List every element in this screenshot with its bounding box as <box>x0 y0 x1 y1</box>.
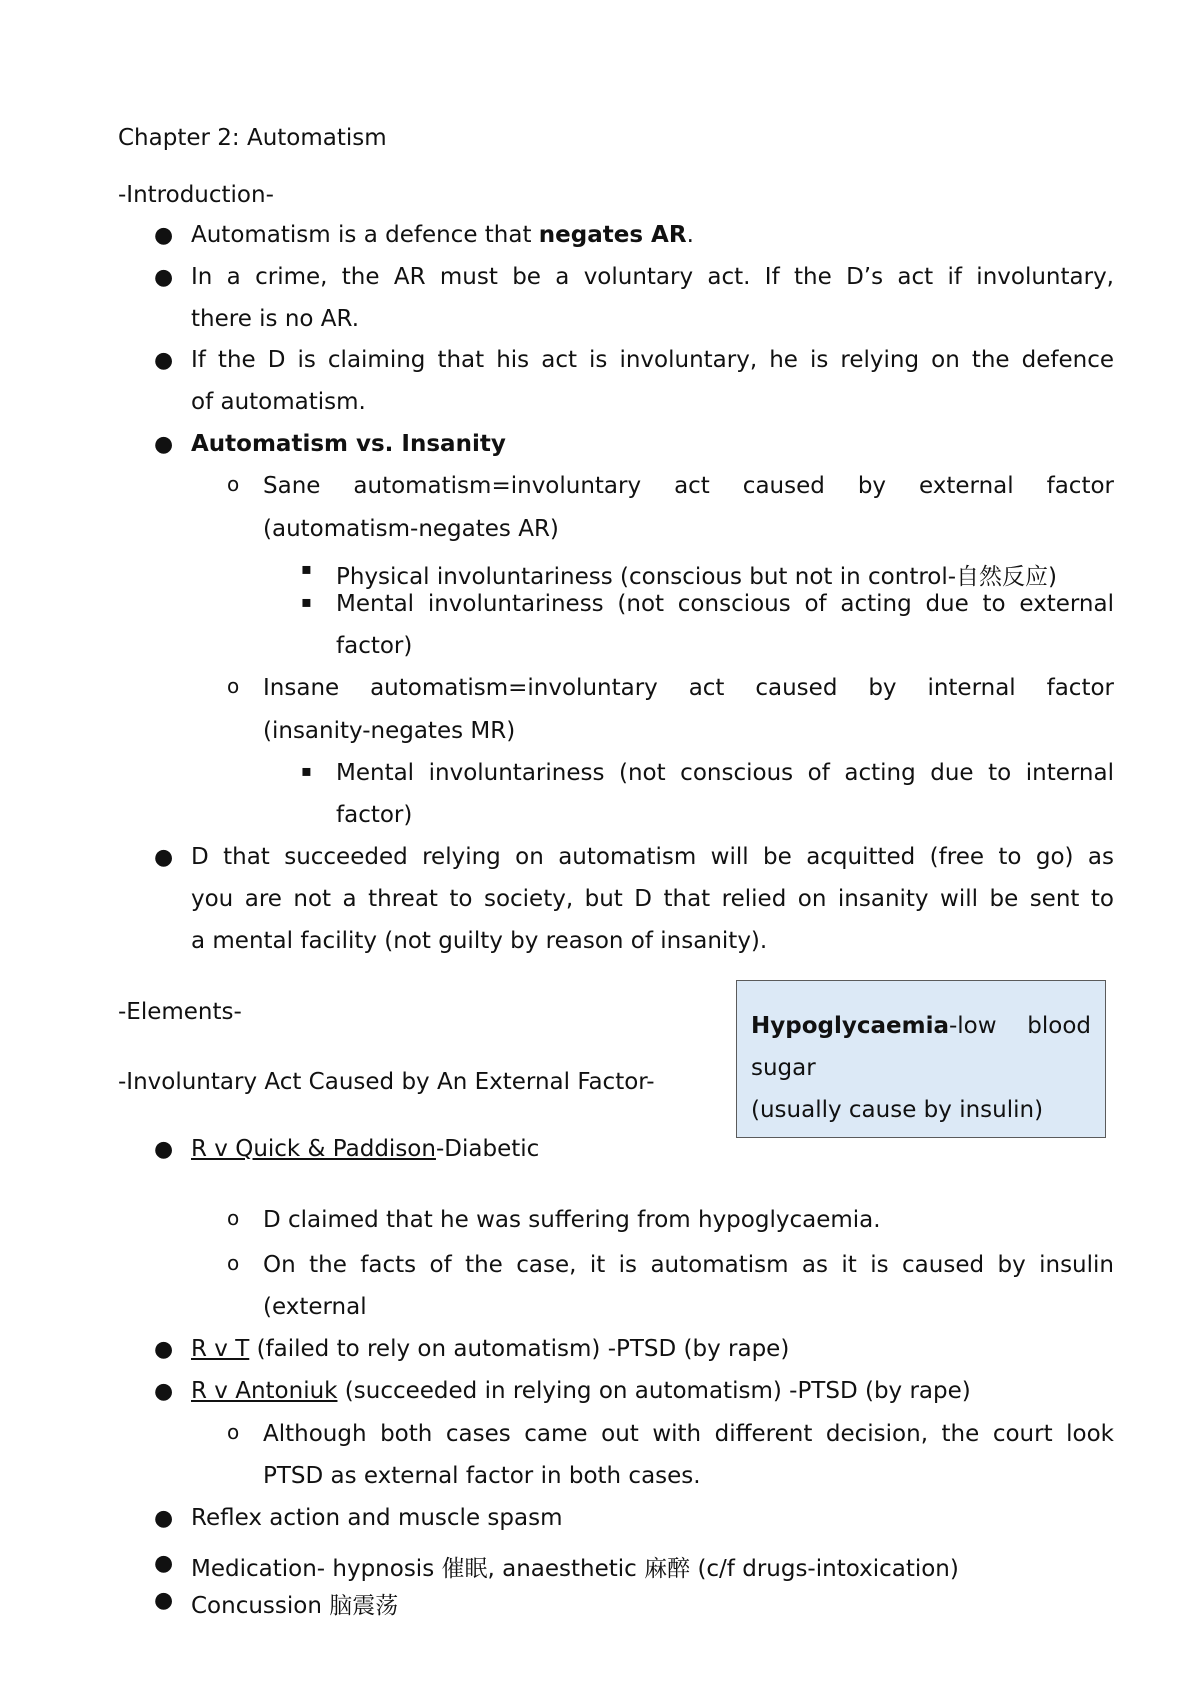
rvt-case-link[interactable]: R v T <box>191 1336 250 1362</box>
antoniuk-case-item: R v Antoniuk (succeeded in relying on automatism) -PTSD (by rape) <box>191 1378 971 1404</box>
mental-involuntariness-internal-line-1: Mental involuntariness (not conscious of acting due to internal <box>336 760 1114 786</box>
intro-bullet-5-line-1: D that succeeded relying on automatism will be acquitted (free to go) as <box>191 844 1114 870</box>
bullet-disc: ● <box>154 1588 174 1613</box>
bullet-disc: ● <box>154 845 174 870</box>
hypoglycaemia-callout <box>736 980 1106 1138</box>
callout-line-1: Hypoglycaemia-low blood <box>751 1013 1091 1039</box>
bullet-disc: ● <box>154 1379 174 1404</box>
callout-line-3: (usually cause by insulin) <box>751 1097 1044 1123</box>
intro-bullet-2-line-2: there is no AR. <box>191 306 360 332</box>
insane-automatism-line-1: Insane automatism=involuntary act caused by internal factor <box>263 675 1114 701</box>
bullet-circle: o <box>227 1206 240 1230</box>
elements-heading: -Elements- <box>118 999 242 1025</box>
bullet-disc: ● <box>154 1551 174 1576</box>
bullet-square: ▪ <box>301 592 312 611</box>
concussion-item: Concussion 脑震荡 <box>191 1593 399 1619</box>
quick-sub-1: D claimed that he was suffering from hypoglycaemia. <box>263 1207 881 1233</box>
mental-involuntariness-internal-line-2: factor) <box>336 802 413 828</box>
reflex-action-item: Reflex action and muscle spasm <box>191 1505 563 1531</box>
bullet-disc: ● <box>154 1506 174 1531</box>
rvt-case-item: R v T (failed to rely on automatism) -PTSD (by rape) <box>191 1336 790 1362</box>
sane-automatism-line-2: (automatism-negates AR) <box>263 516 559 542</box>
antoniuk-sub-line-2: PTSD as external factor in both cases. <box>263 1463 701 1489</box>
callout-line-2: sugar <box>751 1055 816 1081</box>
quick-case-link[interactable]: R v Quick & Paddison <box>191 1136 436 1162</box>
medication-item: Medication- hypnosis 催眠, anaesthetic 麻醉 (c/f drugs-intoxication) <box>191 1556 959 1582</box>
sane-automatism-line-1: Sane automatism=involuntary act caused by external factor <box>263 473 1114 499</box>
insane-automatism-line-2: (insanity-negates MR) <box>263 718 516 744</box>
intro-bullet-1: Automatism is a defence that negates AR. <box>191 222 694 248</box>
bullet-disc: ● <box>154 265 174 290</box>
intro-bullet-5-line-3: a mental facility (not guilty by reason of insanity). <box>191 928 768 954</box>
quick-case-item: R v Quick & Paddison-Diabetic <box>191 1136 540 1162</box>
bullet-circle: o <box>227 1251 240 1275</box>
bullet-disc: ● <box>154 432 174 457</box>
antoniuk-case-link[interactable]: R v Antoniuk <box>191 1378 338 1404</box>
antoniuk-sub-line-1: Although both cases came out with different decision, the court look <box>263 1421 1114 1447</box>
bullet-disc: ● <box>154 223 174 248</box>
intro-bullet-2-line-1: In a crime, the AR must be a voluntary act. If the D’s act if involuntary, <box>191 264 1114 290</box>
automatism-vs-insanity-heading: Automatism vs. Insanity <box>191 431 506 457</box>
intro-bullet-3-line-2: of automatism. <box>191 389 366 415</box>
bullet-square: ▪ <box>301 559 312 578</box>
mental-involuntariness-external-line-2: factor) <box>336 633 413 659</box>
intro-bullet-3-line-1: If the D is claiming that his act is involuntary, he is relying on the defence <box>191 347 1114 373</box>
physical-involuntariness: Physical involuntariness (conscious but not in control-自然反应) <box>336 564 1058 590</box>
bullet-disc: ● <box>154 1337 174 1362</box>
external-factor-subheading: -Involuntary Act Caused by An External Factor- <box>118 1069 655 1095</box>
chapter-title: Chapter 2: Automatism <box>118 125 387 151</box>
bullet-disc: ● <box>154 348 174 373</box>
bullet-circle: o <box>227 674 240 698</box>
intro-bullet-5-line-2: you are not a threat to society, but D that relied on insanity will be sent to <box>191 886 1114 912</box>
bullet-circle: o <box>227 1420 240 1444</box>
quick-sub-2-line-1: On the facts of the case, it is automatism as it is caused by insulin <box>263 1252 1114 1278</box>
bullet-disc: ● <box>154 1137 174 1162</box>
bullet-square: ▪ <box>301 761 312 780</box>
mental-involuntariness-external-line-1: Mental involuntariness (not conscious of acting due to external <box>336 591 1114 617</box>
bullet-circle: o <box>227 472 240 496</box>
intro-heading: -Introduction- <box>118 182 274 208</box>
quick-sub-2-line-2: (external <box>263 1294 367 1320</box>
